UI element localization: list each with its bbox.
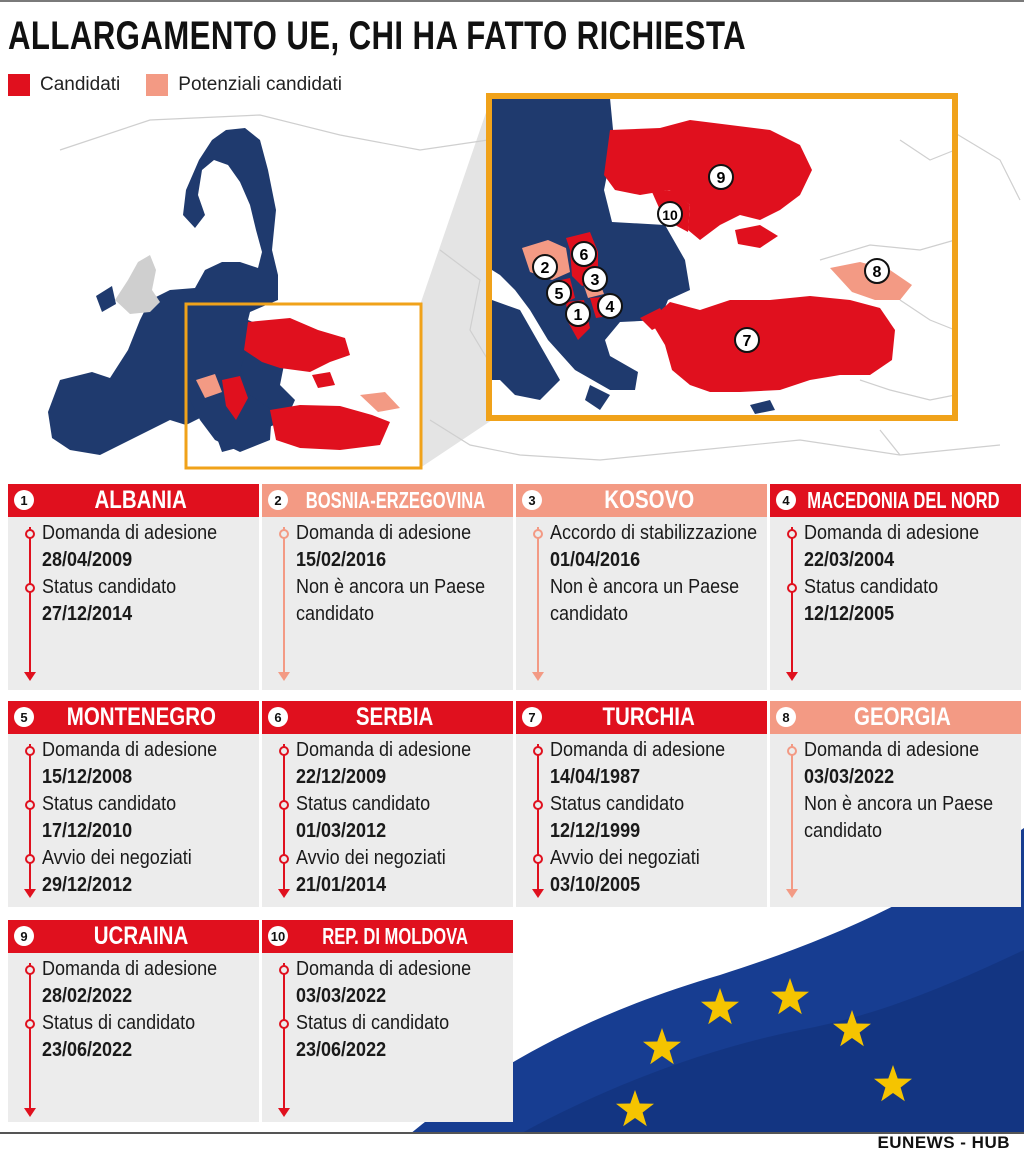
timeline-line (283, 527, 285, 672)
timeline-dot (533, 800, 543, 810)
country-timeline (770, 517, 1021, 690)
country-card (262, 484, 513, 690)
milestone-date: 03/03/2022 (804, 766, 895, 788)
legend-label-candidates: Candidati (40, 74, 121, 95)
milestone-label: Non è ancora un Paese (296, 576, 486, 598)
country-timeline (8, 953, 259, 1122)
country-card (262, 701, 513, 907)
timeline-dot (533, 854, 543, 864)
country-card-header (262, 484, 513, 517)
timeline-arrow-icon (278, 1108, 290, 1117)
timeline-dot (25, 746, 35, 756)
timeline-line (29, 744, 31, 889)
country-name: MONTENEGRO (66, 703, 216, 731)
milestone-label: Status candidato (296, 793, 431, 815)
country-timeline (262, 517, 513, 690)
country-number-badge: 7 (522, 707, 542, 727)
timeline-line (537, 744, 539, 889)
milestone-date: 15/12/2008 (42, 766, 133, 788)
timeline-dot (25, 529, 35, 539)
milestone-label: Status di candidato (296, 1012, 450, 1034)
milestone-date: 15/02/2016 (296, 549, 387, 571)
country-name: GEORGIA (854, 703, 952, 731)
milestone-label: Avvio dei negoziati (296, 847, 446, 869)
svg-text:9: 9 (716, 170, 726, 187)
country-number-badge: 9 (14, 926, 34, 946)
milestone-label: Avvio dei negoziati (42, 847, 192, 869)
country-card (770, 484, 1021, 690)
country-timeline (770, 734, 1021, 907)
milestone-date: 23/06/2022 (296, 1039, 387, 1061)
country-timeline (8, 517, 259, 690)
milestone-label: Domanda di adesione (42, 958, 218, 980)
timeline-line (29, 527, 31, 672)
milestone-date: 12/12/2005 (804, 603, 895, 625)
country-timeline (516, 517, 767, 690)
country-timeline (8, 734, 259, 907)
country-name: REP. DI MOLDOVA (322, 923, 469, 949)
milestone-date: 21/01/2014 (296, 874, 387, 896)
milestone-date: 12/12/1999 (550, 820, 641, 842)
country-card (8, 484, 259, 690)
timeline-arrow-icon (532, 889, 544, 898)
timeline-line (283, 744, 285, 889)
country-card (8, 920, 259, 1122)
timeline-dot (25, 800, 35, 810)
timeline-dot (25, 583, 35, 593)
milestone-date: 01/03/2012 (296, 820, 387, 842)
country-name: MACEDONIA DEL NORD (807, 487, 1000, 513)
timeline-dot (279, 746, 289, 756)
country-card-header (516, 484, 767, 517)
timeline-arrow-icon (24, 889, 36, 898)
timeline-arrow-icon (24, 1108, 36, 1117)
svg-text:6: 6 (579, 247, 589, 264)
milestone-label: Domanda di adesione (42, 739, 218, 761)
milestone-label: Domanda di adesione (296, 522, 472, 544)
country-card-header (770, 484, 1021, 517)
milestone-label: candidato (550, 603, 629, 625)
svg-text:5: 5 (554, 286, 564, 303)
milestone-label: Domanda di adesione (296, 958, 472, 980)
country-name: BOSNIA-ERZEGOVINA (305, 487, 486, 513)
milestone-label: Status candidato (42, 576, 177, 598)
milestone-label: Avvio dei negoziati (550, 847, 700, 869)
source-credit: EUNEWS - HUB (877, 1133, 1010, 1152)
milestone-date: 29/12/2012 (42, 874, 133, 896)
milestone-date: 22/12/2009 (296, 766, 387, 788)
timeline-dot (533, 529, 543, 539)
timeline-dot (279, 800, 289, 810)
svg-text:8: 8 (872, 264, 882, 281)
country-number-badge: 8 (776, 707, 796, 727)
timeline-dot (279, 1019, 289, 1029)
footer-rule (0, 1132, 1024, 1134)
timeline-dot (787, 583, 797, 593)
milestone-label: Status candidato (550, 793, 685, 815)
milestone-label: candidato (296, 603, 375, 625)
timeline-dot (787, 529, 797, 539)
country-timeline (516, 734, 767, 907)
country-card-header (8, 920, 259, 953)
milestone-label: Status candidato (42, 793, 177, 815)
timeline-dot (533, 746, 543, 756)
country-timeline (262, 734, 513, 907)
country-number-badge: 4 (776, 490, 796, 510)
timeline-dot (279, 854, 289, 864)
timeline-arrow-icon (786, 889, 798, 898)
country-name: TURCHIA (602, 703, 696, 731)
milestone-label: Domanda di adesione (550, 739, 726, 761)
milestone-label: Domanda di adesione (804, 522, 980, 544)
timeline-line (29, 963, 31, 1108)
milestone-date: 17/12/2010 (42, 820, 133, 842)
country-card-header (516, 701, 767, 734)
country-card-header (770, 701, 1021, 734)
country-number-badge: 10 (268, 926, 288, 946)
country-number-badge: 5 (14, 707, 34, 727)
milestone-label: Domanda di adesione (804, 739, 980, 761)
timeline-dot (25, 854, 35, 864)
country-name: UCRAINA (93, 922, 189, 950)
country-card-header (8, 484, 259, 517)
country-card-header (262, 701, 513, 734)
milestone-label: Status di candidato (42, 1012, 196, 1034)
timeline-arrow-icon (786, 672, 798, 681)
milestone-date: 14/04/1987 (550, 766, 641, 788)
country-card (262, 920, 513, 1122)
country-card (516, 701, 767, 907)
milestone-date: 23/06/2022 (42, 1039, 133, 1061)
country-number-badge: 6 (268, 707, 288, 727)
svg-text:7: 7 (742, 333, 752, 350)
country-card (8, 701, 259, 907)
milestone-date: 27/12/2014 (42, 603, 133, 625)
country-name: SERBIA (356, 703, 434, 731)
country-timeline (262, 953, 513, 1122)
country-number-badge: 1 (14, 490, 34, 510)
timeline-arrow-icon (278, 889, 290, 898)
svg-text:3: 3 (590, 272, 600, 289)
milestone-label: Domanda di adesione (42, 522, 218, 544)
milestone-label: Non è ancora un Paese (804, 793, 994, 815)
timeline-line (791, 744, 793, 889)
milestone-label: candidato (804, 820, 883, 842)
timeline-line (283, 963, 285, 1108)
country-card-header (8, 701, 259, 734)
timeline-line (791, 527, 793, 672)
milestone-label: Domanda di adesione (296, 739, 472, 761)
country-card (770, 701, 1021, 907)
timeline-dot (787, 746, 797, 756)
timeline-arrow-icon (532, 672, 544, 681)
country-number-badge: 2 (268, 490, 288, 510)
milestone-label: Accordo di stabilizzazione (550, 522, 758, 544)
timeline-dot (25, 965, 35, 975)
country-name: KOSOVO (603, 486, 694, 514)
country-name: ALBANIA (94, 486, 188, 514)
timeline-arrow-icon (24, 672, 36, 681)
milestone-date: 03/10/2005 (550, 874, 641, 896)
timeline-dot (279, 965, 289, 975)
milestone-date: 28/04/2009 (42, 549, 133, 571)
country-number-badge: 3 (522, 490, 542, 510)
timeline-line (537, 527, 539, 672)
timeline-arrow-icon (278, 672, 290, 681)
milestone-label: Non è ancora un Paese (550, 576, 740, 598)
country-card (516, 484, 767, 690)
svg-text:2: 2 (540, 260, 550, 277)
milestone-date: 22/03/2004 (804, 549, 895, 571)
svg-text:4: 4 (605, 299, 615, 316)
legend-label-potential: Potenziali candidati (178, 74, 342, 95)
page-title: ALLARGAMENTO UE, CHI HA FATTO RICHIESTA (8, 14, 747, 58)
country-card-header (262, 920, 513, 953)
svg-text:1: 1 (573, 307, 583, 324)
milestone-date: 28/02/2022 (42, 985, 133, 1007)
timeline-dot (279, 529, 289, 539)
timeline-dot (25, 1019, 35, 1029)
svg-text:10: 10 (662, 207, 678, 223)
milestone-date: 03/03/2022 (296, 985, 387, 1007)
milestone-label: Status candidato (804, 576, 939, 598)
milestone-date: 01/04/2016 (550, 549, 641, 571)
